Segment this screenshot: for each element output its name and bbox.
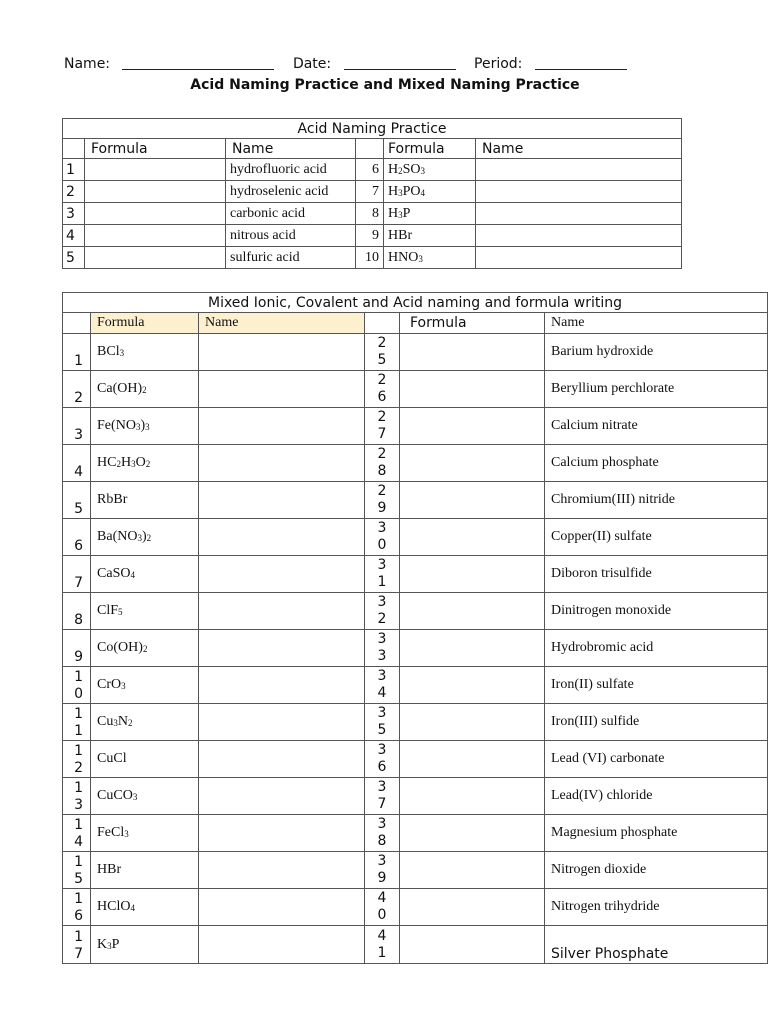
formula-answer-cell[interactable] <box>85 203 226 225</box>
name-answer-cell[interactable] <box>199 704 365 741</box>
row-number: 1 1 <box>63 704 91 741</box>
row-number: 3 8 <box>365 815 400 852</box>
row-number: 3 6 <box>365 741 400 778</box>
compound-name: Magnesium phosphate <box>545 815 768 852</box>
row-number: 9 <box>63 630 91 667</box>
row-number: 1 3 <box>63 778 91 815</box>
row-number: 1 6 <box>63 889 91 926</box>
acid-table-row <box>63 225 682 247</box>
row-number: 9 <box>356 225 384 247</box>
mixed-header-name: Name <box>199 313 365 334</box>
acid-name: hydroselenic acid <box>226 181 356 203</box>
acid-table-row <box>63 181 682 203</box>
compound-formula: CuCO$_3$ <box>91 778 199 815</box>
acid-formula: $H_3P$ <box>384 203 476 225</box>
row-number: 6 <box>63 519 91 556</box>
row-number: 7 <box>63 556 91 593</box>
compound-name: Lead(IV) chloride <box>545 778 768 815</box>
row-number: 3 1 <box>365 556 400 593</box>
name-answer-cell[interactable] <box>199 556 365 593</box>
compound-name: Calcium phosphate <box>545 445 768 482</box>
acid-header-num <box>63 139 85 159</box>
compound-name: Copper(II) sulfate <box>545 519 768 556</box>
acid-name: nitrous acid <box>226 225 356 247</box>
student-info-line <box>64 55 627 72</box>
formula-answer-cell[interactable] <box>400 852 545 889</box>
mixed-header-num2 <box>365 313 400 334</box>
formula-answer-cell[interactable] <box>400 593 545 630</box>
acid-name: hydrofluoric acid <box>226 159 356 181</box>
name-answer-cell[interactable] <box>199 815 365 852</box>
compound-formula: $Ba(NO_3)_2$ <box>91 519 199 556</box>
acid-table-row <box>63 203 682 225</box>
mixed-table-row <box>63 704 768 741</box>
row-number: 2 9 <box>365 482 400 519</box>
acid-name: sulfuric acid <box>226 247 356 269</box>
acid-table-row <box>63 159 682 181</box>
formula-answer-cell[interactable] <box>85 181 226 203</box>
compound-name: Hydrobromic acid <box>545 630 768 667</box>
mixed-table-row <box>63 556 768 593</box>
acid-header-formula: Formula <box>85 139 226 159</box>
compound-formula: $HC_2H_3O_2$ <box>91 445 199 482</box>
mixed-table-row <box>63 445 768 482</box>
name-blank[interactable] <box>122 55 274 70</box>
name-answer-cell[interactable] <box>476 181 682 203</box>
row-number: 1 <box>63 334 91 371</box>
compound-formula: HBr <box>91 852 199 889</box>
name-answer-cell[interactable] <box>199 889 365 926</box>
name-answer-cell[interactable] <box>476 225 682 247</box>
acid-name: carbonic acid <box>226 203 356 225</box>
formula-answer-cell[interactable] <box>400 445 545 482</box>
mixed-table-row <box>63 741 768 778</box>
acid-formula: $H_2SO_3$ <box>384 159 476 181</box>
name-answer-cell[interactable] <box>199 482 365 519</box>
row-number: 4 0 <box>365 889 400 926</box>
formula-answer-cell[interactable] <box>400 334 545 371</box>
mixed-table-row <box>63 815 768 852</box>
name-answer-cell[interactable] <box>199 445 365 482</box>
name-answer-cell[interactable] <box>199 519 365 556</box>
compound-name: Calcium nitrate <box>545 408 768 445</box>
compound-formula: FeCl$_3$ <box>91 815 199 852</box>
acid-naming-table <box>62 118 682 269</box>
row-number: 3 9 <box>365 852 400 889</box>
name-answer-cell[interactable] <box>199 852 365 889</box>
mixed-table-row <box>63 482 768 519</box>
compound-formula: $Fe(NO_3)_3$ <box>91 408 199 445</box>
compound-formula: HClO$_4$ <box>91 889 199 926</box>
formula-answer-cell[interactable] <box>400 815 545 852</box>
period-label: Period: <box>474 56 523 72</box>
row-number: 3 4 <box>365 667 400 704</box>
formula-answer-cell[interactable] <box>400 371 545 408</box>
compound-name: Chromium(III) nitride <box>545 482 768 519</box>
name-label: Name: <box>64 56 111 72</box>
acid-table-caption: Acid Naming Practice <box>63 119 682 139</box>
worksheet-title: Acid Naming Practice and Mixed Naming Practice <box>190 77 580 93</box>
row-number: 1 5 <box>63 852 91 889</box>
mixed-table-row <box>63 630 768 667</box>
row-number: 3 2 <box>365 593 400 630</box>
mixed-table-row <box>63 371 768 408</box>
compound-name: Dinitrogen monoxide <box>545 593 768 630</box>
compound-formula: $Co(OH)_2$ <box>91 630 199 667</box>
formula-answer-cell[interactable] <box>400 741 545 778</box>
row-number: 3 7 <box>365 778 400 815</box>
row-number: 10 <box>356 247 384 269</box>
name-answer-cell[interactable] <box>476 159 682 181</box>
name-answer-cell[interactable] <box>476 203 682 225</box>
formula-answer-cell[interactable] <box>400 778 545 815</box>
row-number: 4 1 <box>365 926 400 964</box>
mixed-table-row <box>63 519 768 556</box>
mixed-header-name2: Name <box>545 313 768 334</box>
acid-header-formula2: Formula <box>384 139 476 159</box>
compound-formula: RbBr <box>91 482 199 519</box>
compound-name: Nitrogen trihydride <box>545 889 768 926</box>
mixed-table-row <box>63 667 768 704</box>
formula-answer-cell[interactable] <box>400 889 545 926</box>
mixed-table-row <box>63 408 768 445</box>
formula-answer-cell[interactable] <box>400 519 545 556</box>
formula-answer-cell[interactable] <box>85 159 226 181</box>
name-answer-cell[interactable] <box>199 334 365 371</box>
formula-answer-cell[interactable] <box>400 926 545 964</box>
compound-name: Beryllium perchlorate <box>545 371 768 408</box>
formula-answer-cell[interactable] <box>85 247 226 269</box>
compound-formula: $Ca(OH)_2$ <box>91 371 199 408</box>
compound-formula: CrO$_3$ <box>91 667 199 704</box>
mixed-table-row <box>63 889 768 926</box>
row-number: 2 7 <box>365 408 400 445</box>
name-answer-cell[interactable] <box>199 667 365 704</box>
formula-answer-cell[interactable] <box>85 225 226 247</box>
row-number: 7 <box>356 181 384 203</box>
mixed-table-caption: Mixed Ionic, Covalent and Acid naming and formula writing <box>63 293 768 313</box>
mixed-table-row <box>63 926 768 964</box>
acid-header-name: Name <box>226 139 356 159</box>
compound-formula: $Cu_3N_2$ <box>91 704 199 741</box>
row-number: 3 0 <box>365 519 400 556</box>
row-number: 3 <box>63 408 91 445</box>
compound-name: Barium hydroxide <box>545 334 768 371</box>
mixed-table-row <box>63 778 768 815</box>
row-number: 2 <box>63 371 91 408</box>
row-number: 1 7 <box>63 926 91 964</box>
row-number: 8 <box>356 203 384 225</box>
formula-answer-cell[interactable] <box>400 704 545 741</box>
row-number: 3 3 <box>365 630 400 667</box>
row-number: 1 <box>63 159 85 181</box>
row-number: 1 4 <box>63 815 91 852</box>
row-number: 4 <box>63 445 91 482</box>
formula-answer-cell[interactable] <box>400 482 545 519</box>
compound-name: Lead (VI) carbonate <box>545 741 768 778</box>
mixed-table-row <box>63 852 768 889</box>
row-number: 6 <box>356 159 384 181</box>
compound-name: Iron(III) sulfide <box>545 704 768 741</box>
name-answer-cell[interactable] <box>199 593 365 630</box>
name-answer-cell[interactable] <box>199 778 365 815</box>
compound-formula: CuCl <box>91 741 199 778</box>
row-number: 8 <box>63 593 91 630</box>
compound-name: Diboron trisulfide <box>545 556 768 593</box>
mixed-header-formula: Formula <box>91 313 199 334</box>
row-number: 3 <box>63 203 85 225</box>
name-answer-cell[interactable] <box>199 371 365 408</box>
formula-answer-cell[interactable] <box>400 408 545 445</box>
name-answer-cell[interactable] <box>199 926 365 964</box>
name-answer-cell[interactable] <box>199 630 365 667</box>
formula-answer-cell[interactable] <box>400 667 545 704</box>
compound-formula: ClF$_5$ <box>91 593 199 630</box>
compound-formula: CaSO$_4$ <box>91 556 199 593</box>
mixed-header-formula2: Formula <box>400 313 545 334</box>
compound-name: Nitrogen dioxide <box>545 852 768 889</box>
mixed-header-num <box>63 313 91 334</box>
acid-formula: HBr <box>384 225 476 247</box>
date-blank[interactable] <box>344 55 456 70</box>
row-number: 2 8 <box>365 445 400 482</box>
mixed-naming-table <box>62 292 768 964</box>
row-number: 4 <box>63 225 85 247</box>
row-number: 5 <box>63 482 91 519</box>
name-answer-cell[interactable] <box>476 247 682 269</box>
acid-formula: $H_3PO_4$ <box>384 181 476 203</box>
period-blank[interactable] <box>535 55 627 70</box>
compound-formula: $K_3P$ <box>91 926 199 964</box>
date-label: Date: <box>292 56 332 72</box>
acid-header-name2: Name <box>476 139 682 159</box>
formula-answer-cell[interactable] <box>400 630 545 667</box>
acid-header-num2 <box>356 139 384 159</box>
row-number: 2 5 <box>365 334 400 371</box>
mixed-table-row <box>63 593 768 630</box>
compound-name: Iron(II) sulfate <box>545 667 768 704</box>
row-number: 2 <box>63 181 85 203</box>
name-answer-cell[interactable] <box>199 741 365 778</box>
compound-name: Silver Phosphate <box>545 926 768 964</box>
row-number: 5 <box>63 247 85 269</box>
compound-formula: BCl$_3$ <box>91 334 199 371</box>
row-number: 1 0 <box>63 667 91 704</box>
mixed-table-row <box>63 334 768 371</box>
row-number: 2 6 <box>365 371 400 408</box>
acid-table-row <box>63 247 682 269</box>
row-number: 1 2 <box>63 741 91 778</box>
acid-formula: $HNO_3$ <box>384 247 476 269</box>
formula-answer-cell[interactable] <box>400 556 545 593</box>
row-number: 3 5 <box>365 704 400 741</box>
name-answer-cell[interactable] <box>199 408 365 445</box>
